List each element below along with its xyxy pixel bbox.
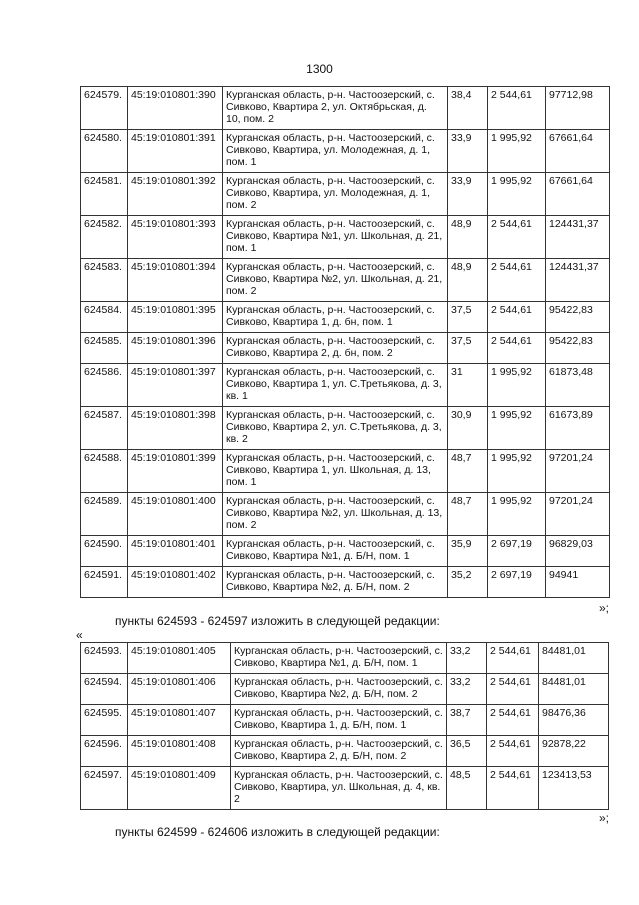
row-number-cell: 624594. [81,674,128,705]
instruction-text: пункты 624593 - 624597 изложить в следующей редакции: [115,614,440,628]
table-row [81,674,609,705]
address-cell: Курганская область, р-н. Частоозерский, с. Сивково, Квартира, ул. Школьная, д. 4, кв. 2 [231,767,447,810]
cadastral-value-cell: 124431,37 [546,259,610,302]
row-number-cell: 624590. [81,536,128,567]
area-cell: 30,9 [448,407,488,450]
cadastral-number-cell: 45:19:010801:392 [128,173,223,216]
cadastral-value-cell: 95422,83 [546,333,610,364]
row-number-cell: 624580. [81,130,128,173]
area-cell: 33,2 [447,674,487,705]
cadastral-value-cell: 61873,48 [546,364,610,407]
area-cell: 48,7 [448,450,488,493]
property-table-2 [80,642,609,810]
address-cell: Курганская область, р-н. Частоозерский, с. Сивково, Квартира №2, д. Б/Н, пом. 2 [223,567,448,598]
rate-cell: 2 544,61 [488,216,546,259]
cadastral-value-cell: 61673,89 [546,407,610,450]
address-cell: Курганская область, р-н. Частоозерский, с. Сивково, Квартира 1, ул. Школьная, д. 13, пом. 1 [223,450,448,493]
row-number-cell: 624587. [81,407,128,450]
table-row [81,493,610,536]
rate-cell: 1 995,92 [488,407,546,450]
address-cell: Курганская область, р-н. Частоозерский, с. Сивково, Квартира 2, ул. С.Третьякова, д. 3, кв. 2 [223,407,448,450]
address-cell: Курганская область, р-н. Частоозерский, с. Сивково, Квартира, ул. Молодежная, д. 1, пом. 1 [223,130,448,173]
table-row [81,767,609,810]
rate-cell: 2 544,61 [488,87,546,130]
cadastral-value-cell: 94941 [546,567,610,598]
cadastral-value-cell: 96829,03 [546,536,610,567]
rate-cell: 2 544,61 [487,674,539,705]
row-number-cell: 624579. [81,87,128,130]
rate-cell: 2 697,19 [488,536,546,567]
area-cell: 33,2 [447,643,487,674]
area-cell: 33,9 [448,173,488,216]
address-cell: Курганская область, р-н. Частоозерский, с. Сивково, Квартира 2, д. Б/Н, пом. 2 [231,736,447,767]
row-number-cell: 624593. [81,643,128,674]
row-number-cell: 624597. [81,767,128,810]
cadastral-number-cell: 45:19:010801:407 [128,705,231,736]
cadastral-number-cell: 45:19:010801:401 [128,536,223,567]
rate-cell: 1 995,92 [488,450,546,493]
address-cell: Курганская область, р-н. Частоозерский, с. Сивково, Квартира №2, ул. Школьная, д. 21, пом. 2 [223,259,448,302]
cadastral-value-cell: 98476,36 [539,705,609,736]
rate-cell: 2 697,19 [488,567,546,598]
rate-cell: 1 995,92 [488,130,546,173]
table-row [81,302,610,333]
cadastral-number-cell: 45:19:010801:409 [128,767,231,810]
cadastral-value-cell: 124431,37 [546,216,610,259]
table-row [81,259,610,302]
area-cell: 37,5 [448,302,488,333]
rate-cell: 2 544,61 [487,767,539,810]
area-cell: 36,5 [447,736,487,767]
address-cell: Курганская область, р-н. Частоозерский, с. Сивково, Квартира №2, ул. Школьная, д. 13, пом. 2 [223,493,448,536]
area-cell: 48,9 [448,259,488,302]
cadastral-number-cell: 45:19:010801:402 [128,567,223,598]
rate-cell: 2 544,61 [488,333,546,364]
table-row [81,333,610,364]
rate-cell: 2 544,61 [488,259,546,302]
area-cell: 48,9 [448,216,488,259]
row-number-cell: 624582. [81,216,128,259]
table-row [81,407,610,450]
row-number-cell: 624583. [81,259,128,302]
cadastral-value-cell: 84481,01 [539,643,609,674]
cadastral-value-cell: 97201,24 [546,450,610,493]
cadastral-value-cell: 84481,01 [539,674,609,705]
address-cell: Курганская область, р-н. Частоозерский, с. Сивково, Квартира 2, д. бн, пом. 2 [223,333,448,364]
table-row [81,450,610,493]
address-cell: Курганская область, р-н. Частоозерский, с. Сивково, Квартира 1, д. Б/Н, пом. 1 [231,705,447,736]
rate-cell: 2 544,61 [487,643,539,674]
table-row [81,173,610,216]
area-cell: 48,7 [448,493,488,536]
rate-cell: 2 544,61 [488,302,546,333]
address-cell: Курганская область, р-н. Частоозерский, с. Сивково, Квартира 1, д. бн, пом. 1 [223,302,448,333]
row-number-cell: 624595. [81,705,128,736]
rate-cell: 2 544,61 [487,736,539,767]
instruction-text: пункты 624599 - 624606 изложить в следующей редакции: [115,825,440,839]
cadastral-number-cell: 45:19:010801:394 [128,259,223,302]
table-row [81,216,610,259]
area-cell: 37,5 [448,333,488,364]
area-cell: 35,2 [448,567,488,598]
cadastral-number-cell: 45:19:010801:397 [128,364,223,407]
table-row [81,130,610,173]
area-cell: 35,9 [448,536,488,567]
row-number-cell: 624584. [81,302,128,333]
address-cell: Курганская область, р-н. Частоозерский, с. Сивково, Квартира №2, д. Б/Н, пом. 2 [231,674,447,705]
area-cell: 31 [448,364,488,407]
row-number-cell: 624596. [81,736,128,767]
row-number-cell: 624591. [81,567,128,598]
rate-cell: 2 544,61 [487,705,539,736]
address-cell: Курганская область, р-н. Частоозерский, с. Сивково, Квартира, ул. Молодежная, д. 1, пом. 2 [223,173,448,216]
table-row [81,705,609,736]
table-row [81,536,610,567]
opening-quote: « [76,628,83,642]
table-row [81,736,609,767]
cadastral-value-cell: 67661,64 [546,130,610,173]
row-number-cell: 624586. [81,364,128,407]
rate-cell: 1 995,92 [488,364,546,407]
cadastral-number-cell: 45:19:010801:395 [128,302,223,333]
table-row [81,643,609,674]
page-number: 1300 [306,62,333,76]
row-number-cell: 624585. [81,333,128,364]
cadastral-value-cell: 123413,53 [539,767,609,810]
area-cell: 33,9 [448,130,488,173]
cadastral-value-cell: 95422,83 [546,302,610,333]
closing-quote: »; [598,811,609,825]
cadastral-number-cell: 45:19:010801:406 [128,674,231,705]
cadastral-number-cell: 45:19:010801:405 [128,643,231,674]
cadastral-number-cell: 45:19:010801:391 [128,130,223,173]
property-table-1 [80,86,610,598]
cadastral-value-cell: 67661,64 [546,173,610,216]
cadastral-value-cell: 92878,22 [539,736,609,767]
table-row [81,567,610,598]
rate-cell: 1 995,92 [488,173,546,216]
rate-cell: 1 995,92 [488,493,546,536]
table-row [81,87,610,130]
cadastral-number-cell: 45:19:010801:398 [128,407,223,450]
row-number-cell: 624589. [81,493,128,536]
cadastral-value-cell: 97201,24 [546,493,610,536]
row-number-cell: 624588. [81,450,128,493]
cadastral-value-cell: 97712,98 [546,87,610,130]
address-cell: Курганская область, р-н. Частоозерский, с. Сивково, Квартира №1, д. Б/Н, пом. 1 [231,643,447,674]
area-cell: 38,7 [447,705,487,736]
cadastral-number-cell: 45:19:010801:400 [128,493,223,536]
cadastral-number-cell: 45:19:010801:390 [128,87,223,130]
row-number-cell: 624581. [81,173,128,216]
address-cell: Курганская область, р-н. Частоозерский, с. Сивково, Квартира №1, ул. Школьная, д. 21, пом. 1 [223,216,448,259]
cadastral-number-cell: 45:19:010801:396 [128,333,223,364]
address-cell: Курганская область, р-н. Частоозерский, с. Сивково, Квартира №1, д. Б/Н, пом. 1 [223,536,448,567]
address-cell: Курганская область, р-н. Частоозерский, с. Сивково, Квартира 1, ул. С.Третьякова, д. 3, кв. 1 [223,364,448,407]
area-cell: 38,4 [448,87,488,130]
closing-quote: »; [598,601,609,615]
address-cell: Курганская область, р-н. Частоозерский, с. Сивково, Квартира 2, ул. Октябрьская, д. 10, пом. 2 [223,87,448,130]
table-row [81,364,610,407]
cadastral-number-cell: 45:19:010801:393 [128,216,223,259]
cadastral-number-cell: 45:19:010801:399 [128,450,223,493]
cadastral-number-cell: 45:19:010801:408 [128,736,231,767]
area-cell: 48,5 [447,767,487,810]
